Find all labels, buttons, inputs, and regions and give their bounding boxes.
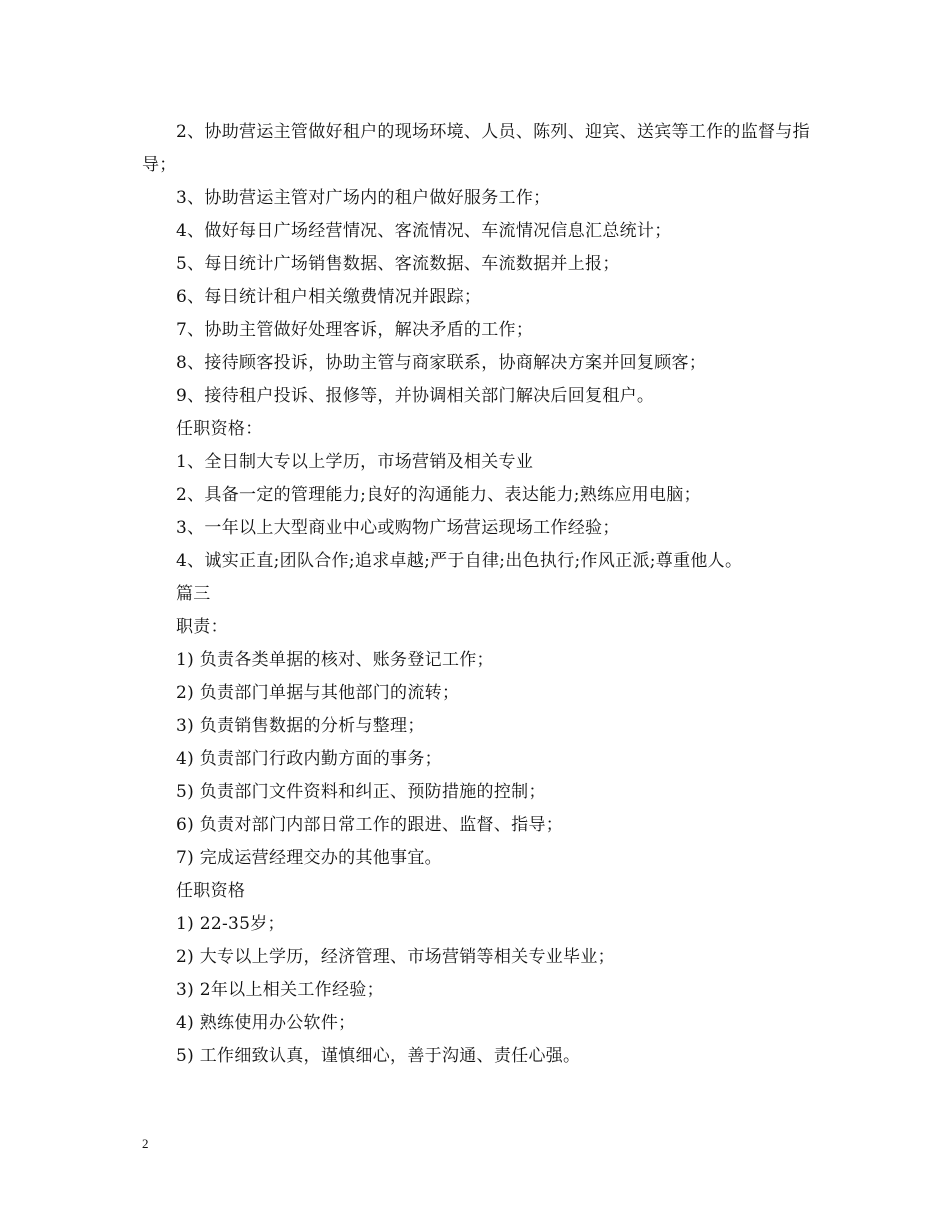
paragraph: 4、做好每日广场经营情况、客流情况、车流情况信息汇总统计； — [176, 221, 672, 241]
paragraph: 6、每日统计租户相关缴费情况并跟踪； — [176, 287, 482, 307]
paragraph: 1) 负责各类单据的核对、账务登记工作； — [176, 650, 494, 670]
paragraph: 5) 负责部门文件资料和纠正、预防措施的控制； — [176, 782, 546, 802]
paragraph: 9、接待租户投诉、报修等，并协调相关部门解决后回复租户。 — [176, 386, 655, 406]
section-heading: 任职资格： — [176, 419, 263, 439]
paragraph: 7、协助主管做好处理客诉，解决矛盾的工作； — [176, 320, 534, 340]
paragraph: 2、协助营运主管做好租户的现场环境、人员、陈列、迎宾、送宾等工作的监督与指导； — [142, 122, 810, 175]
section-heading: 任职资格 — [176, 881, 246, 901]
paragraph: 6) 负责对部门内部日常工作的跟进、监督、指导； — [176, 815, 564, 835]
paragraph: 5、每日统计广场销售数据、客流数据、车流数据并上报； — [176, 254, 620, 274]
section-heading: 职责： — [176, 617, 228, 637]
paragraph: 1) 22-35岁； — [176, 914, 285, 934]
page-number: 2 — [142, 1136, 149, 1151]
paragraph: 4) 负责部门行政内勤方面的事务； — [176, 749, 442, 769]
paragraph: 5) 工作细致认真，谨慎细心，善于沟通、责任心强。 — [176, 1046, 581, 1066]
paragraph: 2、具备一定的管理能力;良好的沟通能力、表达能力;熟练应用电脑； — [176, 485, 701, 505]
section-heading: 篇三 — [176, 584, 211, 604]
paragraph: 3、一年以上大型商业中心或购物广场营运现场工作经验； — [176, 518, 620, 538]
paragraph: 7) 完成运营经理交办的其他事宜。 — [176, 848, 442, 868]
paragraph: 2) 负责部门单据与其他部门的流转； — [176, 683, 460, 703]
paragraph: 2) 大专以上学历，经济管理、市场营销等相关专业毕业； — [176, 947, 615, 967]
document-body — [142, 116, 810, 1073]
paragraph: 3) 负责销售数据的分析与整理； — [176, 716, 425, 736]
paragraph: 1、全日制大专以上学历，市场营销及相关专业 — [176, 452, 534, 472]
paragraph: 4) 熟练使用办公软件； — [176, 1013, 356, 1033]
paragraph: 3、协助营运主管对广场内的租户做好服务工作； — [176, 188, 551, 208]
paragraph: 8、接待顾客投诉，协助主管与商家联系，协商解决方案并回复顾客； — [176, 353, 707, 373]
paragraph: 4、诚实正直;团队合作;追求卓越;严于自律;出色执行;作风正派;尊重他人。 — [176, 551, 743, 571]
paragraph: 3) 2年以上相关工作经验； — [176, 980, 384, 1000]
